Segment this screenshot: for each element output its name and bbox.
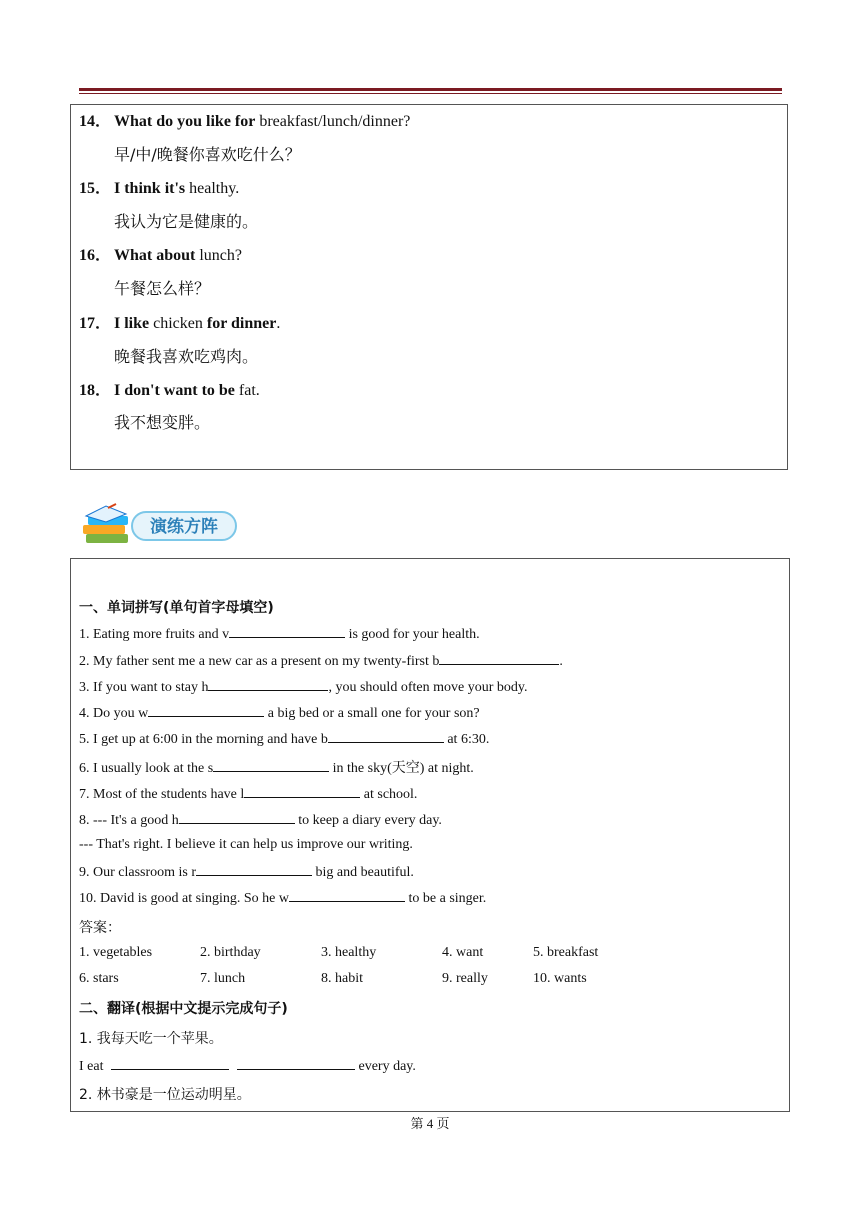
page-number: 第 4 页 bbox=[410, 1116, 450, 1131]
sentence-17: 17． I like chicken for dinner. bbox=[79, 315, 281, 332]
header-rule-thick bbox=[79, 88, 782, 91]
sentence-18: 18． I don't want to be fat. bbox=[79, 382, 260, 399]
sentence-16-translation: 午餐怎么样？ bbox=[114, 279, 211, 298]
exercise-1: 1. Eating more fruits and v is good for your health. bbox=[79, 627, 480, 642]
translation-1-prompt: 1. 我每天吃一个苹果。 bbox=[79, 1031, 223, 1047]
answer-blank[interactable] bbox=[328, 730, 444, 743]
exercise-box bbox=[70, 558, 790, 1112]
translation-1-sentence: I eat every day. bbox=[79, 1059, 416, 1074]
exercise-9: 9. Our classroom is r big and beautiful. bbox=[79, 865, 414, 880]
section1-title: 一、单词拼写(单句首字母填空) bbox=[79, 600, 274, 616]
exercise-3: 3. If you want to stay h , you should often move your body. bbox=[79, 680, 528, 695]
answer-blank[interactable] bbox=[111, 1057, 229, 1070]
answer-item: 7. lunch bbox=[200, 971, 246, 986]
practice-banner bbox=[80, 500, 240, 550]
books-icon bbox=[83, 504, 128, 543]
answer-blank[interactable] bbox=[179, 811, 295, 824]
exercise-10: 10. David is good at singing. So he w to be a singer. bbox=[79, 891, 487, 906]
answer-blank[interactable] bbox=[229, 625, 345, 638]
sentence-14: 14． What do you like for breakfast/lunch/dinner? bbox=[79, 113, 411, 130]
answer-blank[interactable] bbox=[213, 759, 329, 772]
answer-item: 9. really bbox=[442, 971, 488, 986]
sentence-18-translation: 我不想变胖。 bbox=[114, 413, 211, 432]
answer-blank[interactable] bbox=[439, 652, 559, 665]
answer-item: 6. stars bbox=[79, 971, 119, 986]
answer-blank[interactable] bbox=[148, 704, 264, 717]
header-rule-thin bbox=[79, 93, 782, 94]
answer-item: 4. want bbox=[442, 945, 484, 960]
answer-blank[interactable] bbox=[289, 889, 405, 902]
banner-title: 演练方阵 bbox=[150, 517, 218, 537]
sentence-16: 16． What about lunch? bbox=[79, 247, 243, 264]
sentence-15-translation: 我认为它是健康的。 bbox=[114, 212, 259, 231]
answer-label: 答案： bbox=[79, 920, 121, 936]
exercise-4: 4. Do you w a big bed or a small one for your son? bbox=[79, 706, 480, 721]
answer-item: 1. vegetables bbox=[79, 945, 153, 960]
exercise-8-reply: --- That's right. I believe it can help us improve our writing. bbox=[79, 837, 413, 852]
sentence-15: 15． I think it's healthy. bbox=[79, 180, 240, 197]
answer-item: 10. wants bbox=[533, 971, 587, 986]
answer-item: 8. habit bbox=[321, 971, 363, 986]
answer-item: 3. healthy bbox=[321, 945, 377, 960]
exercise-7: 7. Most of the students have l at school. bbox=[79, 787, 418, 802]
answer-blank[interactable] bbox=[237, 1057, 355, 1070]
sentence-17-translation: 晚餐我喜欢吃鸡肉。 bbox=[114, 347, 259, 366]
exercise-8: 8. --- It's a good h to keep a diary every day. bbox=[79, 813, 442, 828]
translation-2-prompt: 2. 林书豪是一位运动明星。 bbox=[79, 1087, 251, 1103]
key-sentences-box bbox=[70, 104, 788, 470]
exercise-6: 6. I usually look at the s in the sky(天空) at night. bbox=[79, 761, 474, 776]
section2-title: 二、翻译(根据中文提示完成句子) bbox=[79, 1001, 288, 1017]
answer-blank[interactable] bbox=[244, 785, 360, 798]
exercise-2: 2. My father sent me a new car as a present on my twenty-first b . bbox=[79, 654, 563, 669]
exercise-5: 5. I get up at 6:00 in the morning and have b at 6:30. bbox=[79, 732, 490, 747]
answer-item: 2. birthday bbox=[200, 945, 261, 960]
sentence-14-translation: 早/中/晚餐你喜欢吃什么？ bbox=[114, 145, 301, 164]
answer-blank[interactable] bbox=[196, 863, 312, 876]
answer-blank[interactable] bbox=[208, 678, 328, 691]
answer-item: 5. breakfast bbox=[533, 945, 599, 960]
